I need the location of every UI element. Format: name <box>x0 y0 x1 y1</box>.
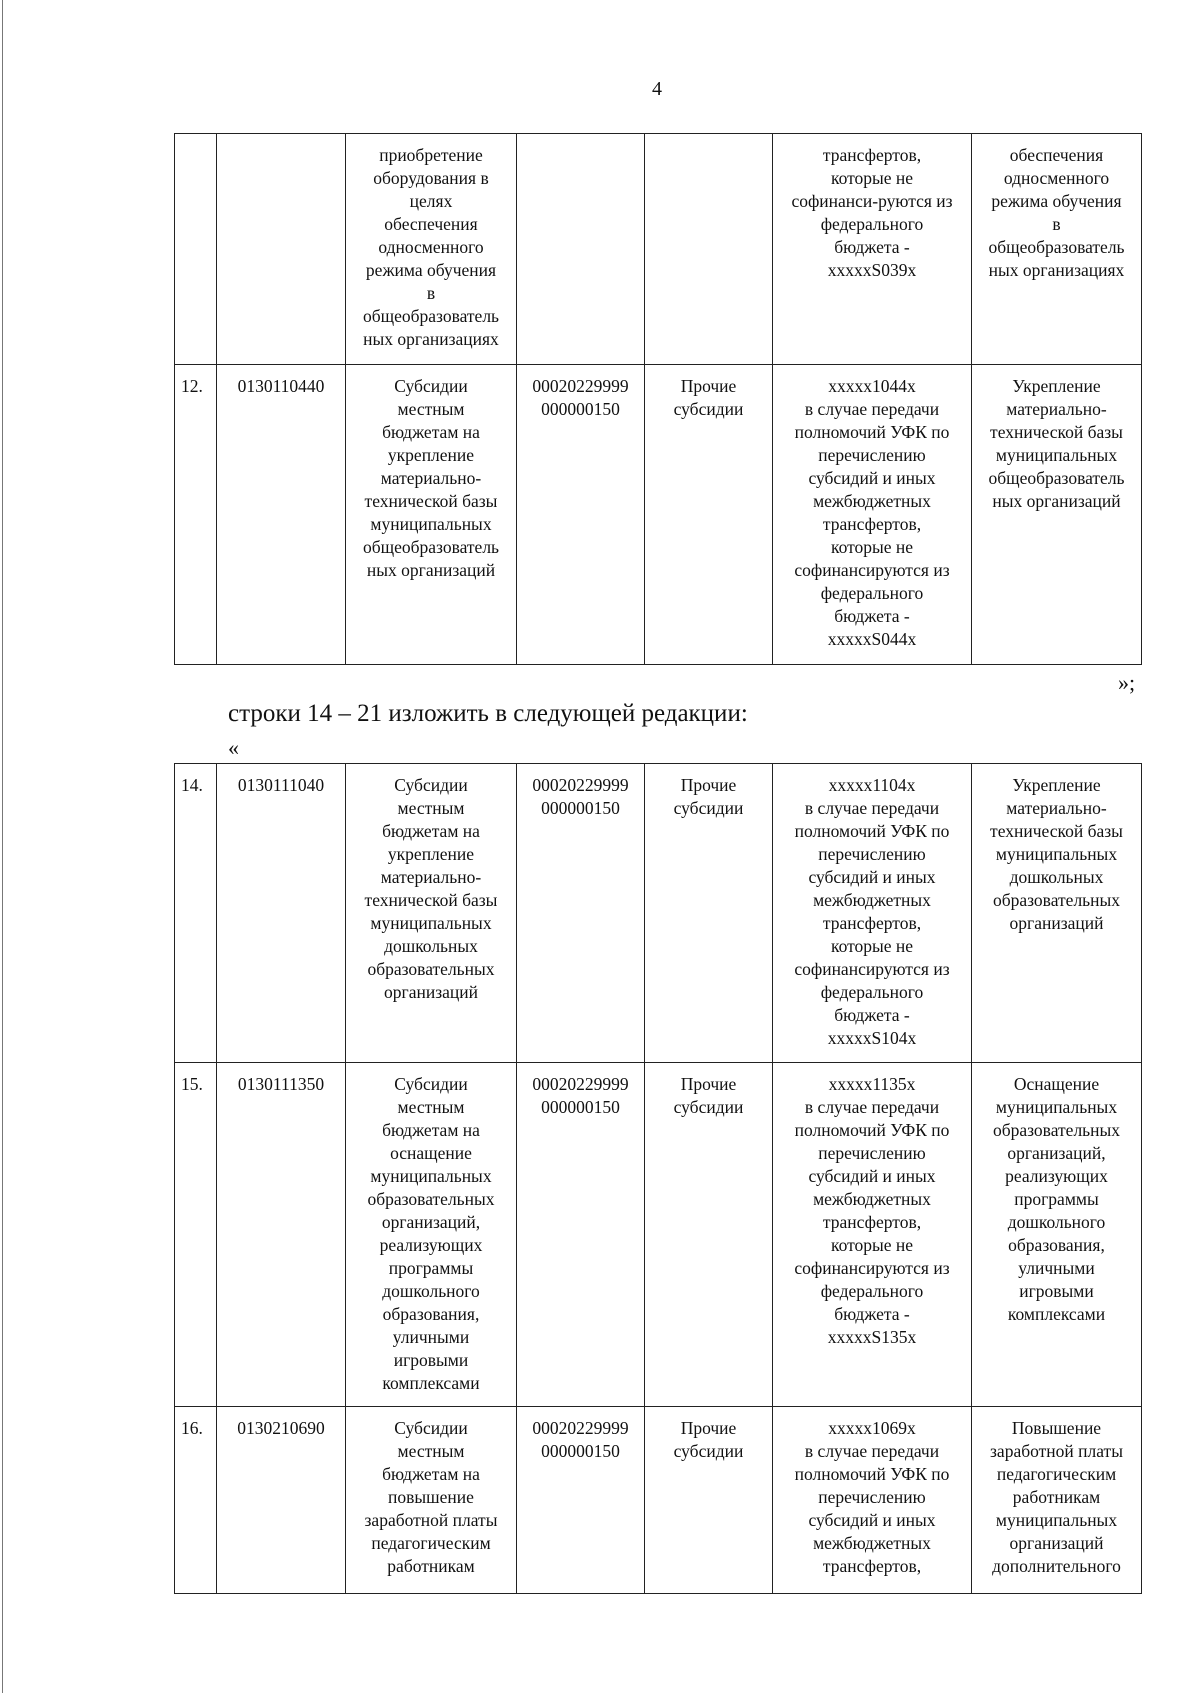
description-cell: Субсидии местным бюджетам на оснащение муниципальных образовательных организаций, реализующих программы дошкольного образования, уличными игровыми комплексами <box>346 1063 517 1407</box>
revenue-code-cell <box>517 134 645 365</box>
note-cell: xxxxx1069x в случае передачи полномочий УФК по перечислению субсидий и иных межбюджетных трансфертов, <box>773 1407 972 1594</box>
purpose-cell: Укрепление материально- технической базы муниципальных общеобразователь ных организаций <box>972 365 1142 665</box>
description-cell: Субсидии местным бюджетам на повышение заработной платы педагогическим работникам <box>346 1407 517 1594</box>
row-number-cell: 12. <box>175 365 217 665</box>
revenue-name-cell: Прочие субсидии <box>645 764 773 1063</box>
row-number-cell <box>175 134 217 365</box>
revenue-name-cell: Прочие субсидии <box>645 365 773 665</box>
row-number-cell: 14. <box>175 764 217 1063</box>
opening-quote: « <box>228 735 239 760</box>
purpose-cell: обеспечения односменного режима обучения в общеобразователь ных организациях <box>972 134 1142 365</box>
code-cell: 0130111040 <box>217 764 346 1063</box>
revenue-name-cell <box>645 134 773 365</box>
table-row <box>175 1063 1142 1407</box>
budget-table-new-rows <box>174 763 1142 1594</box>
purpose-cell: Укрепление материально- технической базы муниципальных дошкольных образовательных организаций <box>972 764 1142 1063</box>
purpose-cell: Повышение заработной платы педагогическим работникам муниципальных организаций дополнительного <box>972 1407 1142 1594</box>
note-cell: xxxxx1104x в случае передачи полномочий УФК по перечислению субсидий и иных межбюджетных трансфертов, которые не софинансируются из федерального бюджета - xxxxxS104x <box>773 764 972 1063</box>
row-number-cell: 15. <box>175 1063 217 1407</box>
closing-quote: »; <box>1118 670 1136 695</box>
note-cell: xxxxx1044x в случае передачи полномочий УФК по перечислению субсидий и иных межбюджетных трансфертов, которые не софинансируются из федерального бюджета - xxxxxS044x <box>773 365 972 665</box>
note-cell: xxxxx1135x в случае передачи полномочий УФК по перечислению субсидий и иных межбюджетных трансфертов, которые не софинансируются из федерального бюджета - xxxxxS135x <box>773 1063 972 1407</box>
table-row <box>175 1407 1142 1594</box>
instruction-text: строки 14 – 21 изложить в следующей редакции: <box>228 700 748 727</box>
revenue-name-cell: Прочие субсидии <box>645 1407 773 1594</box>
purpose-cell: Оснащение муниципальных образовательных организаций, реализующих программы дошкольного образования, уличными игровыми комплексами <box>972 1063 1142 1407</box>
row-number-cell: 16. <box>175 1407 217 1594</box>
description-cell: приобретение оборудования в целях обеспечения односменного режима обучения в общеобразователь ных организациях <box>346 134 517 365</box>
revenue-code-cell: 00020229999 000000150 <box>517 764 645 1063</box>
description-cell: Субсидии местным бюджетам на укрепление материально- технической базы муниципальных дошкольных образовательных организаций <box>346 764 517 1063</box>
scan-edge-line <box>2 0 3 1693</box>
description-cell: Субсидии местным бюджетам на укрепление материально- технической базы муниципальных общеобразователь ных организаций <box>346 365 517 665</box>
revenue-code-cell: 00020229999 000000150 <box>517 1063 645 1407</box>
table-row <box>175 365 1142 665</box>
note-cell: трансфертов, которые не софинанси-руются из федерального бюджета - xxxxxS039x <box>773 134 972 365</box>
table-row <box>175 134 1142 365</box>
code-cell: 0130111350 <box>217 1063 346 1407</box>
table-row <box>175 764 1142 1063</box>
code-cell <box>217 134 346 365</box>
revenue-code-cell: 00020229999 000000150 <box>517 365 645 665</box>
code-cell: 0130210690 <box>217 1407 346 1594</box>
budget-table-continued <box>174 133 1142 665</box>
revenue-name-cell: Прочие субсидии <box>645 1063 773 1407</box>
page-number: 4 <box>652 78 662 100</box>
revenue-code-cell: 00020229999 000000150 <box>517 1407 645 1594</box>
code-cell: 0130110440 <box>217 365 346 665</box>
